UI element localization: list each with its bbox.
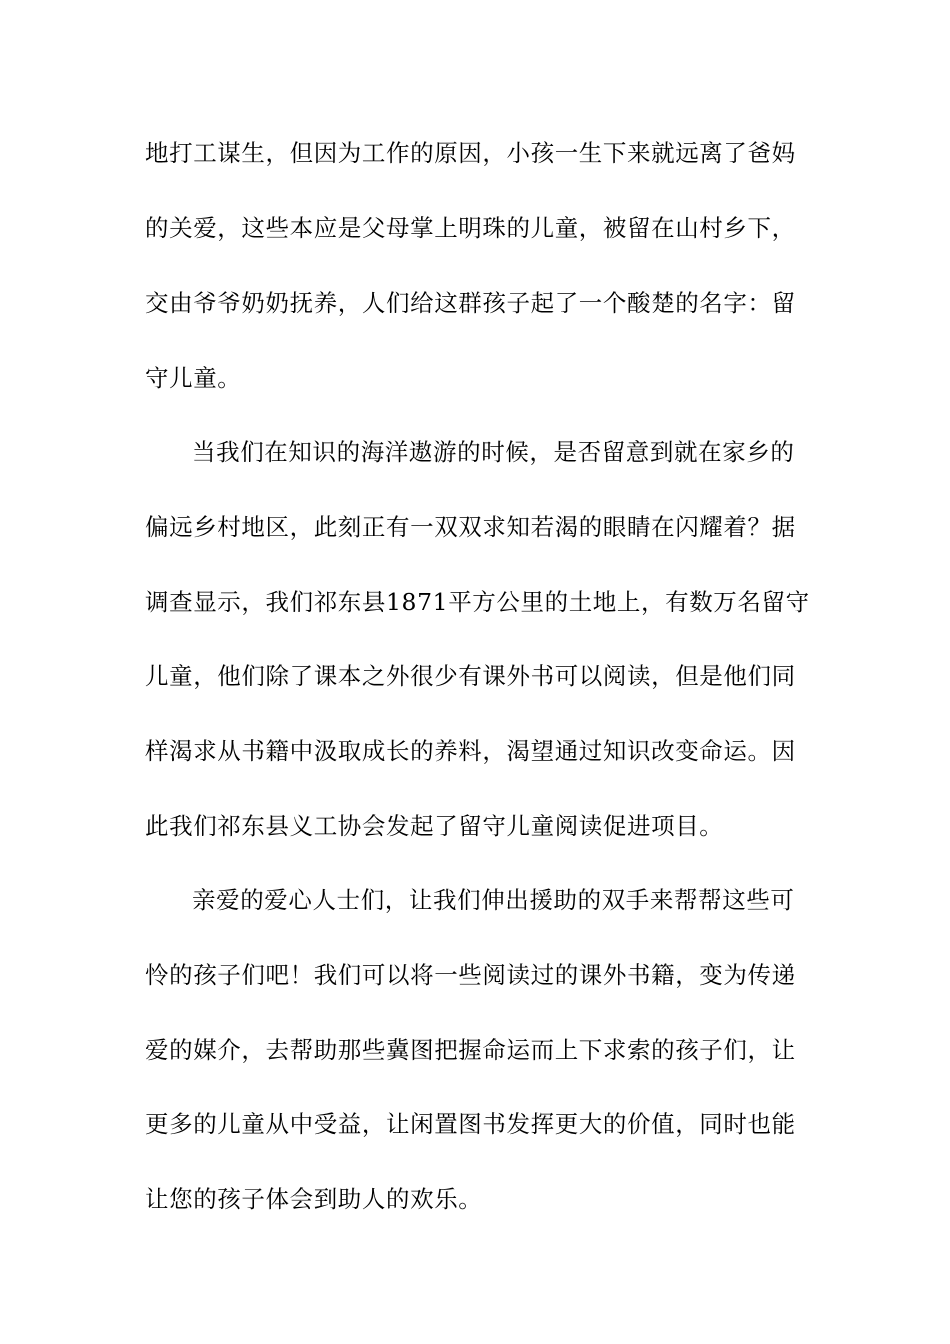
text-line: 样渴求从书籍中汲取成长的养料，渴望通过知识改变命运。因 bbox=[145, 737, 796, 765]
text-line: 的关爱，这些本应是父母掌上明珠的儿童，被留在山村乡下， bbox=[145, 214, 796, 242]
text-line: 儿童，他们除了课本之外很少有课外书可以阅读，但是他们同 bbox=[145, 662, 796, 690]
text-line: 怜的孩子们吧！我们可以将一些阅读过的课外书籍，变为传递 bbox=[145, 961, 796, 989]
text-line: 守儿童。 bbox=[145, 364, 242, 392]
paragraph-first-line: 当我们在知识的海洋遨游的时候，是否留意到就在家乡的 bbox=[192, 438, 795, 466]
text-line: 此我们祁东县义工协会发起了留守儿童阅读促进项目。 bbox=[145, 812, 724, 840]
text-line: 爱的媒介，去帮助那些冀图把握命运而上下求索的孩子们，让 bbox=[145, 1036, 796, 1064]
text-line: 调查显示，我们祁东县1871平方公里的土地上，有数万名留守 bbox=[145, 588, 810, 616]
text-line: 偏远乡村地区，此刻正有一双双求知若渴的眼睛在闪耀着？据 bbox=[145, 513, 796, 541]
paragraph-first-line: 亲爱的爱心人士们，让我们伸出援助的双手来帮帮这些可 bbox=[192, 886, 795, 914]
text-line: 让您的孩子体会到助人的欢乐。 bbox=[145, 1185, 483, 1213]
text-line: 地打工谋生，但因为工作的原因，小孩一生下来就远离了爸妈 bbox=[145, 139, 796, 167]
text-line: 更多的儿童从中受益，让闲置图书发挥更大的价值，同时也能 bbox=[145, 1110, 796, 1138]
text-line: 交由爷爷奶奶抚养，人们给这群孩子起了一个酸楚的名字：留 bbox=[145, 289, 796, 317]
